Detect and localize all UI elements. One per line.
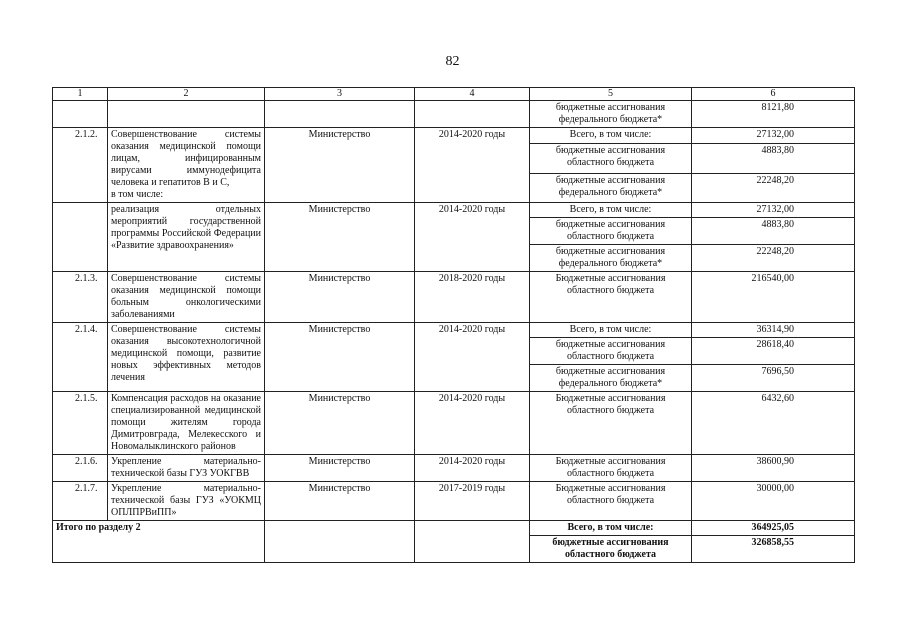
total-row	[53, 521, 855, 536]
row-number: 2.1.5.	[53, 392, 108, 455]
funding-source: бюджетные ассигнования областного бюджета	[530, 218, 692, 245]
row-name: Компенсация расходов на оказание специализированной медицинской помощи жителям города Димитровграда, Мелекесского и Новомалыклинского районов	[108, 392, 265, 455]
row-org: Министерство	[265, 203, 415, 272]
column-header: 4	[415, 88, 530, 101]
row-org: Министерство	[265, 323, 415, 392]
funding-source: бюджетные ассигнования федерального бюджета*	[530, 245, 692, 272]
total-amount: 364925,05	[692, 521, 855, 536]
funding-source: Всего, в том числе:	[530, 203, 692, 218]
funding-amount: 8121,80	[692, 101, 855, 128]
row-name: Укрепление материально-технической базы ГУЗ УОКГВВ	[108, 455, 265, 482]
funding-amount: 27132,00	[692, 203, 855, 218]
total-source: Всего, в том числе:	[530, 521, 692, 536]
table-row	[53, 323, 855, 338]
funding-source: бюджетные ассигнования областного бюджета	[530, 338, 692, 365]
funding-amount: 30000,00	[692, 482, 855, 521]
funding-amount: 28618,40	[692, 338, 855, 365]
row-number: 2.1.3.	[53, 272, 108, 323]
funding-source: бюджетные ассигнования областного бюджета	[530, 144, 692, 173]
funding-amount: 7696,50	[692, 365, 855, 392]
funding-amount: 36314,90	[692, 323, 855, 338]
row-name-text: Совершенствование системы оказания медицинской помощи лицам, инфицированным вирусами иммунодефицита человека и гепатитов В и С,	[111, 129, 261, 188]
column-header: 3	[265, 88, 415, 101]
row-number	[53, 101, 108, 128]
row-org: Министерство	[265, 455, 415, 482]
row-period: 2014-2020 годы	[415, 323, 530, 392]
funding-amount: 216540,00	[692, 272, 855, 323]
funding-source: Всего, в том числе:	[530, 128, 692, 144]
funding-amount: 38600,90	[692, 455, 855, 482]
funding-amount: 6432,60	[692, 392, 855, 455]
funding-source: Бюджетные ассигнования областного бюджета	[530, 482, 692, 521]
table-row	[53, 392, 855, 455]
row-org: Министерство	[265, 128, 415, 203]
funding-amount: 27132,00	[692, 128, 855, 144]
table-row	[53, 272, 855, 323]
row-period	[415, 521, 530, 563]
total-label: Итого по разделу 2	[53, 521, 265, 563]
row-org	[265, 521, 415, 563]
row-period: 2014-2020 годы	[415, 203, 530, 272]
row-number: 2.1.4.	[53, 323, 108, 392]
column-header: 2	[108, 88, 265, 101]
row-period: 2014-2020 годы	[415, 392, 530, 455]
total-amount: 326858,55	[692, 536, 855, 563]
row-name: Совершенствование системы оказания медицинской помощи больным онкологическими заболеваниями	[108, 272, 265, 323]
row-number: 2.1.2.	[53, 128, 108, 203]
row-period: 2014-2020 годы	[415, 128, 530, 203]
funding-source: бюджетные ассигнования федерального бюджета*	[530, 173, 692, 202]
funding-amount: 22248,20	[692, 173, 855, 202]
row-number: 2.1.6.	[53, 455, 108, 482]
row-name: Совершенствование системы оказания высокотехнологичной медицинской помощи, развитие новых эффективных методов лечения	[108, 323, 265, 392]
row-name: Укрепление материально-технической базы ГУЗ «УОКМЦ ОПЛПРВиПП»	[108, 482, 265, 521]
funding-amount: 22248,20	[692, 245, 855, 272]
column-number-row	[53, 88, 855, 101]
funding-source: Бюджетные ассигнования областного бюджета	[530, 455, 692, 482]
row-number	[53, 203, 108, 272]
total-source: бюджетные ассигнования областного бюджета	[530, 536, 692, 563]
table-row	[53, 101, 855, 128]
table-row	[53, 482, 855, 521]
row-name	[108, 101, 265, 128]
row-period: 2014-2020 годы	[415, 455, 530, 482]
row-period: 2018-2020 годы	[415, 272, 530, 323]
row-period: 2017-2019 годы	[415, 482, 530, 521]
funding-source: Бюджетные ассигнования областного бюджета	[530, 272, 692, 323]
row-name-suffix: в том числе:	[111, 189, 164, 200]
row-name	[108, 128, 265, 203]
column-header: 6	[692, 88, 855, 101]
funding-source: бюджетные ассигнования федерального бюджета*	[530, 101, 692, 128]
funding-source: Всего, в том числе:	[530, 323, 692, 338]
row-org: Министерство	[265, 482, 415, 521]
table-row	[53, 203, 855, 218]
column-header: 5	[530, 88, 692, 101]
funding-source: бюджетные ассигнования федерального бюджета*	[530, 365, 692, 392]
table-row	[53, 128, 855, 144]
page-number: 82	[445, 54, 460, 69]
row-org: Министерство	[265, 272, 415, 323]
funding-amount: 4883,80	[692, 144, 855, 173]
row-period	[415, 101, 530, 128]
budget-table	[52, 87, 855, 563]
funding-amount: 4883,80	[692, 218, 855, 245]
row-org: Министерство	[265, 392, 415, 455]
row-org	[265, 101, 415, 128]
column-header: 1	[53, 88, 108, 101]
row-number: 2.1.7.	[53, 482, 108, 521]
row-name: реализация отдельных мероприятий государственной программы Российской Федерации «Развитие здравоохранения»	[108, 203, 265, 272]
table-row	[53, 455, 855, 482]
funding-source: Бюджетные ассигнования областного бюджета	[530, 392, 692, 455]
